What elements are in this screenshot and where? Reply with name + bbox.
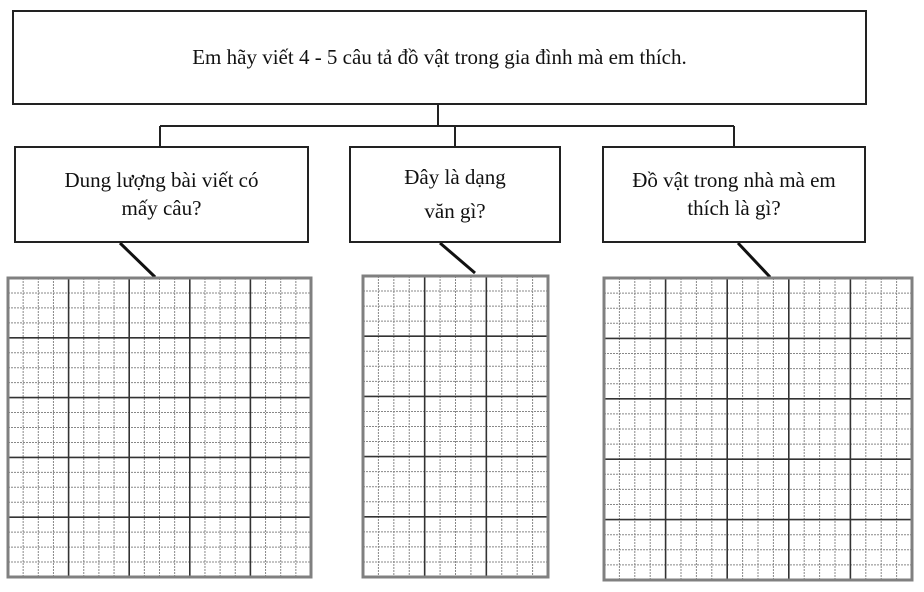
question-2-line2: văn gì? — [424, 198, 486, 223]
question-3-line2: thích là gì? — [687, 195, 781, 220]
question-1-line1: Dung lượng bài viết có — [64, 168, 259, 193]
question-box-2 — [349, 146, 561, 243]
question-3-line1: Đồ vật trong nhà mà em — [632, 168, 836, 193]
writing-grid-2[interactable] — [361, 274, 550, 579]
title-box — [12, 10, 867, 105]
question-box-1 — [14, 146, 309, 243]
question-1-line2: mấy câu? — [121, 195, 202, 220]
question-box-3 — [602, 146, 866, 243]
title-text: Em hãy viết 4 - 5 câu tả đồ vật trong gia đình mà em thích. — [192, 44, 687, 69]
writing-grid-3[interactable] — [602, 276, 914, 582]
question-2-line1: Đây là dạng — [404, 164, 506, 189]
writing-grid-1[interactable] — [6, 276, 313, 579]
